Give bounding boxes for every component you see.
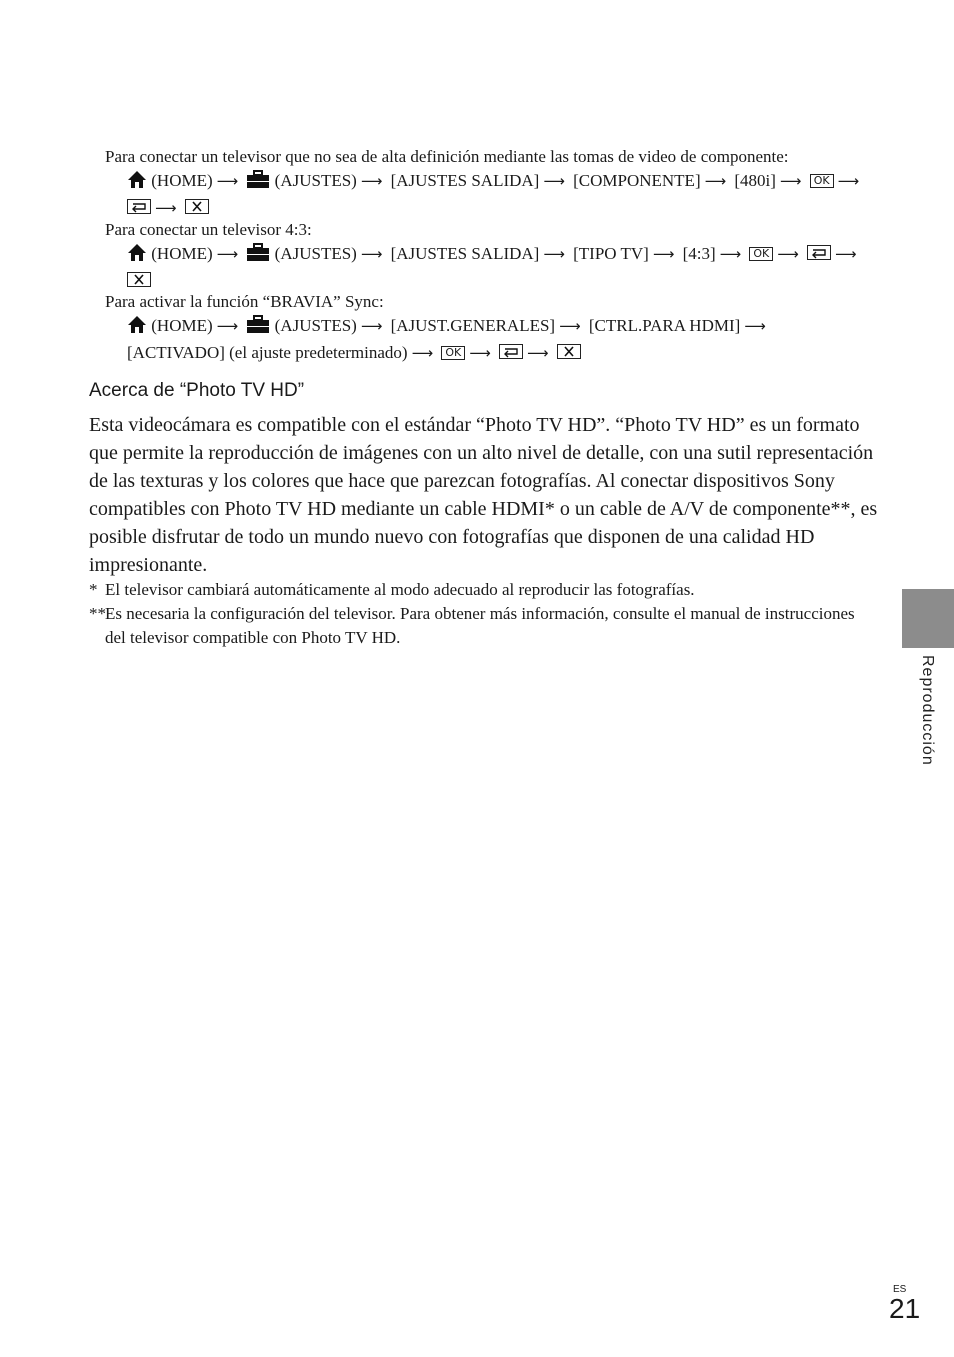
toolbox-icon (246, 170, 270, 196)
instruction-steps (105, 169, 875, 196)
instruction-bravia-sync (105, 290, 875, 365)
arrow-icon: ⟶ (837, 172, 860, 190)
arrow-icon: ⟶ (526, 344, 549, 362)
toolbox-icon (246, 315, 270, 341)
return-icon (499, 344, 523, 359)
home-icon (127, 243, 147, 269)
instruction-hd-component (105, 145, 875, 220)
menu-step: [COMPONENTE] (573, 171, 701, 190)
arrow-icon: ⟶ (543, 172, 565, 190)
return-icon (127, 199, 151, 214)
home-icon (127, 170, 147, 196)
home-icon (127, 315, 147, 341)
settings-label: (AJUSTES) (274, 171, 357, 190)
menu-step: [AJUST.GENERALES] (390, 316, 556, 335)
arrow-icon: ⟶ (835, 245, 857, 263)
ok-button-icon: OK (810, 174, 834, 188)
close-icon (185, 199, 209, 214)
arrow-icon: ⟶ (216, 245, 239, 263)
footnote (89, 578, 879, 602)
arrow-icon: ⟶ (360, 317, 383, 335)
footnote-mark: ** (89, 604, 106, 623)
arrow-icon: ⟶ (360, 245, 383, 263)
arrow-icon: ⟶ (216, 172, 239, 190)
menu-step: [480i] (734, 171, 776, 190)
instruction-steps-cont (105, 196, 875, 220)
arrow-icon: ⟶ (652, 245, 675, 263)
footnote-mark: * (89, 580, 98, 599)
return-icon (807, 245, 831, 260)
arrow-icon: ⟶ (411, 344, 434, 362)
footnote (89, 602, 879, 650)
home-label: (HOME) (151, 244, 213, 263)
menu-step: [TIPO TV] (573, 244, 649, 263)
instruction-steps (105, 242, 875, 269)
instruction-steps-cont (105, 341, 875, 365)
section-heading: Acerca de “Photo TV HD” (89, 380, 305, 401)
home-label: (HOME) (151, 316, 213, 335)
menu-step: [AJUSTES SALIDA] (390, 171, 540, 190)
page-number: 21 (889, 1293, 921, 1324)
arrow-icon: ⟶ (719, 245, 742, 263)
footnotes (89, 578, 879, 650)
instruction-steps (105, 314, 875, 341)
ok-button-icon: OK (441, 346, 465, 360)
instruction-intro: Para conectar un televisor 4:3: (105, 220, 312, 239)
arrow-icon: ⟶ (559, 317, 581, 335)
settings-label: (AJUSTES) (274, 244, 357, 263)
arrow-icon: ⟶ (216, 317, 239, 335)
footnote-text: El televisor cambiará automáticamente al modo adecuado al reproducir las fotografías. (105, 580, 695, 599)
settings-label: (AJUSTES) (274, 316, 357, 335)
instruction-intro: Para activar la función “BRAVIA” Sync: (105, 292, 384, 311)
chapter-label: Reproducción (919, 655, 936, 766)
page-language: ES (893, 1284, 907, 1295)
arrow-icon: ⟶ (744, 317, 766, 335)
close-icon (557, 344, 581, 359)
body-paragraph: Esta videocámara es compatible con el estándar “Photo TV HD”. “Photo TV HD” es un formato que permite la reproducción de imágenes con un alto nivel de detalle, con una sutil representación de las texturas y los colores que hace que parezcan fotografías. Al conectar dispositivos Sony compatibles con Photo TV HD mediante un cable HDMI* o un cable de A/V de componente**, es posible disfrutar de todo un mundo nuevo con fotografías que disponen de una calidad HD impresionante. (89, 414, 878, 576)
chapter-tab (902, 589, 954, 648)
instruction-intro: Para conectar un televisor que no sea de alta definición mediante las tomas de video de componente: (105, 147, 789, 166)
arrow-icon: ⟶ (360, 172, 383, 190)
arrow-icon: ⟶ (469, 344, 491, 362)
menu-step: [CTRL.PARA HDMI] (588, 316, 741, 335)
arrow-icon: ⟶ (779, 172, 802, 190)
toolbox-icon (246, 243, 270, 269)
instruction-4-3 (105, 218, 875, 293)
home-label: (HOME) (151, 171, 213, 190)
close-icon (127, 272, 151, 287)
arrow-icon: ⟶ (543, 245, 565, 263)
footnote-text: Es necesaria la configuración del televisor. Para obtener más información, consulte el manual de instrucciones del televisor compatible con Photo TV HD. (105, 604, 855, 647)
menu-step: [ACTIVADO] (el ajuste predeterminado) (127, 343, 408, 362)
menu-step: [4:3] (682, 244, 716, 263)
ok-button-icon: OK (749, 247, 773, 261)
arrow-icon: ⟶ (155, 199, 177, 217)
arrow-icon: ⟶ (777, 245, 799, 263)
arrow-icon: ⟶ (704, 172, 727, 190)
menu-step: [AJUSTES SALIDA] (390, 244, 540, 263)
